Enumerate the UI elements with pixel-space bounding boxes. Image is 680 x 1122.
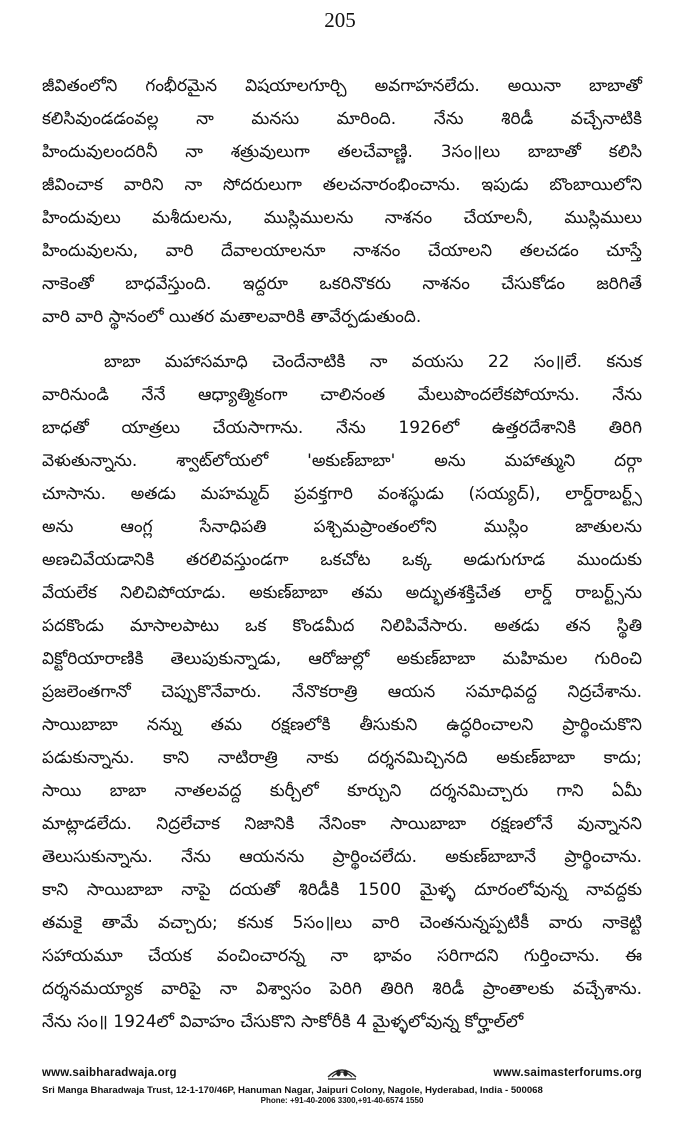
text-line: వేయలేక నిలిచిపోయాడు. అకుణ్‌బాబా తమ అద్భుతశక్తిచేత లార్డ్ రాబర్ట్స్‌ను: [42, 583, 642, 603]
text-line: సహాయమూ చేయక వంచించారన్న నా భావం సరిగాదని గుర్తించాను. ఈ: [42, 946, 642, 966]
text-line: హిందువులందరినీ నా శత్రువులుగా తలచేవాణ్ణి. 3సం॥లు బాబాతో కలిసి: [42, 142, 642, 162]
paragraph-2: [42, 346, 642, 1039]
page-footer: [42, 1065, 642, 1105]
text-line: సాయి బాబా నాతలవద్ద కుర్చీలో కూర్చుని దర్శనమిచ్చారు గాని ఏమీ: [42, 781, 642, 801]
phone-numbers: Phone: +91-40-2006 3300,+91-40-6574 1550: [260, 1096, 424, 1105]
text-line: హిందువులు మశీదులను, ముస్లిములను నాశనం చేయాలనీ, ముస్లిములు: [42, 208, 642, 228]
website-link-left[interactable]: www.saibharadwaja.org: [42, 1067, 177, 1079]
text-line: జీవించాక వారిని నా సోదరులుగా తలచనారంభించాను. ఇపుడు బొంబాయిలోని: [42, 175, 642, 195]
text-line: వారి వారి స్థానంలో యితర మతాలవారికి తావేర్పడుతుంది.: [42, 307, 422, 327]
text-line: నేను సం॥ 1924లో వివాహం చేసుకొని సాకోరీకి 4 మైళ్ళలోవున్న కోర్హాల్‌లో: [42, 1012, 524, 1032]
paragraph-1: [42, 70, 642, 334]
lotus-footprint-emblem-icon: [326, 1059, 358, 1083]
text-line: వెళుతున్నాను. శ్వాట్‌లోయలో 'అకుణ్‌బాబా' అను మహాత్ముని దర్గా: [42, 451, 642, 471]
text-line: కలిసివుండడంవల్ల నా మనసు మారింది. నేను శిరిడీ వచ్చేనాటికి: [42, 109, 642, 129]
text-line: అణచివేయడానికి తరలివస్తుండగా ఒకచోట ఒక్క అడుగుగూడ ముందుకు: [42, 550, 642, 570]
text-line: చూసాను. అతడు మహమ్మద్ ప్రవక్తగారి వంశస్థుడు (సయ్యద్), లార్డ్‌రాబర్ట్స్: [42, 484, 642, 504]
page-body: [42, 70, 642, 1039]
text-line: కాని సాయిబాబా నాపై దయతో శిరిడీకి 1500 మైళ్ళ దూరంలోవున్న నావద్దకు: [42, 880, 642, 900]
text-line: సాయిబాబా నన్ను తమ రక్షణలోకి తీసుకుని ఉద్ధరించాలని ప్రార్థించుకొని: [42, 715, 642, 735]
text-line: హిందువులను, వారి దేవాలయాలనూ నాశనం చేయాలని తలచడం చూస్తే: [42, 241, 642, 261]
text-line: తెలుసుకున్నాను. నేను ఆయనను ప్రార్థించలేదు. అకుణ్‌బాబానే ప్రార్థించాను.: [42, 847, 642, 867]
text-line: దర్శనమయ్యాక వారిపై నా విశ్వాసం పెరిగి తిరిగి శిరిడీ ప్రాంతాలకు వచ్చేశాను.: [42, 979, 642, 999]
text-line: ప్రజలెంతగానో చెప్పుకొనేవారు. నేనొకరాత్రి ఆయన సమాధివద్ద నిద్రచేశాను.: [42, 682, 642, 702]
text-line: అను ఆంగ్ల సేనాధిపతి పశ్చిమప్రాంతంలోని ముస్లిం జాతులను: [42, 517, 642, 537]
text-line: జీవితంలోని గంభీరమైన విషయాలగూర్చి అవగాహనలేదు. అయినా బాబాతో: [42, 76, 642, 96]
text-line: పదకొండు మాసాలపాటు ఒక కొండమీద నిలిపివేసారు. అతడు తన స్థితి: [42, 616, 642, 636]
text-line: పడుకున్నాను. కాని నాటిరాత్రి నాకు దర్శనమిచ్చినది అకుణ్‌బాబా కాదు;: [42, 748, 642, 768]
footer-links-row: [42, 1065, 642, 1083]
text-line: బాబా మహాసమాధి చెందేనాటికి నా వయసు 22 సం॥లే. కనుక: [104, 352, 642, 372]
text-line: నాకెంతో బాధవేస్తుంది. ఇద్దరూ ఒకరినొకరు నాశనం చేసుకోడం జరిగితే: [42, 274, 642, 294]
text-line: మాట్లాడలేదు. నిద్రలేచాక నిజానికి నేనింకా సాయిబాబా రక్షణలోనే వున్నానని: [42, 814, 642, 834]
page-number: 205: [324, 8, 356, 32]
trust-address: Sri Manga Bharadwaja Trust, 12-1-170/46P, Hanuman Nagar, Jaipuri Colony, Nagole, Hyderabad, India - 500068: [42, 1085, 543, 1096]
text-line: విక్టోరియారాణికి తెలుపుకున్నాడు, ఆరోజుల్లో అకుణ్‌బాబా మహిమల గురించి: [42, 649, 642, 669]
text-line: తమకై తామే వచ్చారు; కనుక 5సం॥లు వారి చెంతనున్నప్పటికీ వారు నాకెట్టి: [42, 913, 642, 933]
text-line: వారినుండి నేనే ఆధ్యాత్మికంగా చాలినంత మేలుపొందలేకపోయాను. నేను: [42, 385, 642, 405]
website-link-right[interactable]: www.saimasterforums.org: [493, 1067, 642, 1079]
text-line: బాధతో యాత్రలు చేయసాగాను. నేను 1926లో ఉత్తరదేశానికి తిరిగి: [42, 418, 642, 438]
